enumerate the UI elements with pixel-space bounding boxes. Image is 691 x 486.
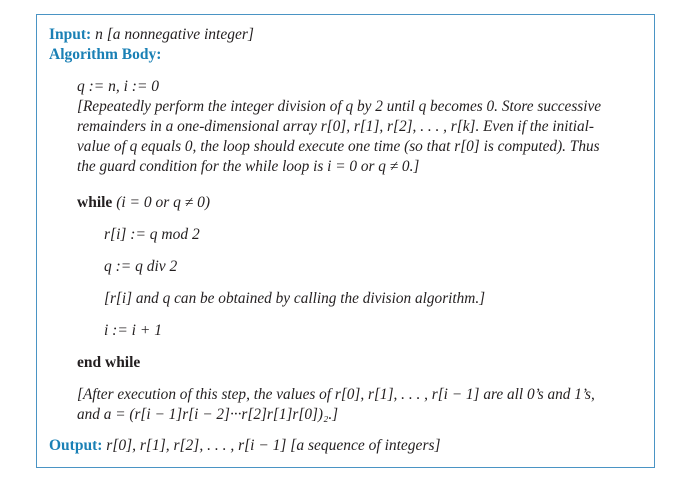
input-text: n [a nonnegative integer] [95, 26, 254, 43]
algorithm-box [36, 14, 655, 468]
loop-statement: q := q div 2 [104, 258, 178, 275]
comment1-line: the guard condition for the while loop is i = 0 or q ≠ 0.] [77, 158, 420, 175]
loop-statement: r[i] := q mod 2 [104, 226, 200, 243]
init-statement: q := n, i := 0 [77, 78, 160, 95]
loop-comment: [r[i] and q can be obtained by calling the division algorithm.] [104, 290, 486, 307]
output-label: Output: [49, 437, 103, 454]
input-line [49, 25, 254, 45]
comment2-line: and a = (r[i − 1]r[i − 2]···r[2]r[1]r[0])₂.] [77, 406, 339, 423]
input-label: Input: [49, 26, 92, 43]
comment1-line: remainders in a one-dimensional array r[0], r[1], r[2], . . . , r[k]. Even if the initial- [77, 118, 594, 135]
while-condition: (i = 0 or q ≠ 0) [116, 194, 211, 211]
comment1-line: value of q equals 0, the loop should execute one time (so that r[0] is computed). Thus [77, 138, 600, 155]
output-line [49, 436, 441, 456]
comment2-line: [After execution of this step, the values of r[0], r[1], . . . , r[i − 1] are all 0’s and 1’s, [77, 386, 595, 403]
loop-statement: i := i + 1 [104, 322, 162, 339]
end-while: end while [77, 354, 141, 371]
while-line [77, 193, 210, 213]
output-text: r[0], r[1], r[2], . . . , r[i − 1] [a sequence of integers] [106, 437, 441, 454]
while-keyword: while [77, 194, 113, 211]
algorithm-body-label: Algorithm Body: [49, 46, 162, 63]
comment1-line: [Repeatedly perform the integer division of q by 2 until q becomes 0. Store successive [77, 98, 602, 115]
